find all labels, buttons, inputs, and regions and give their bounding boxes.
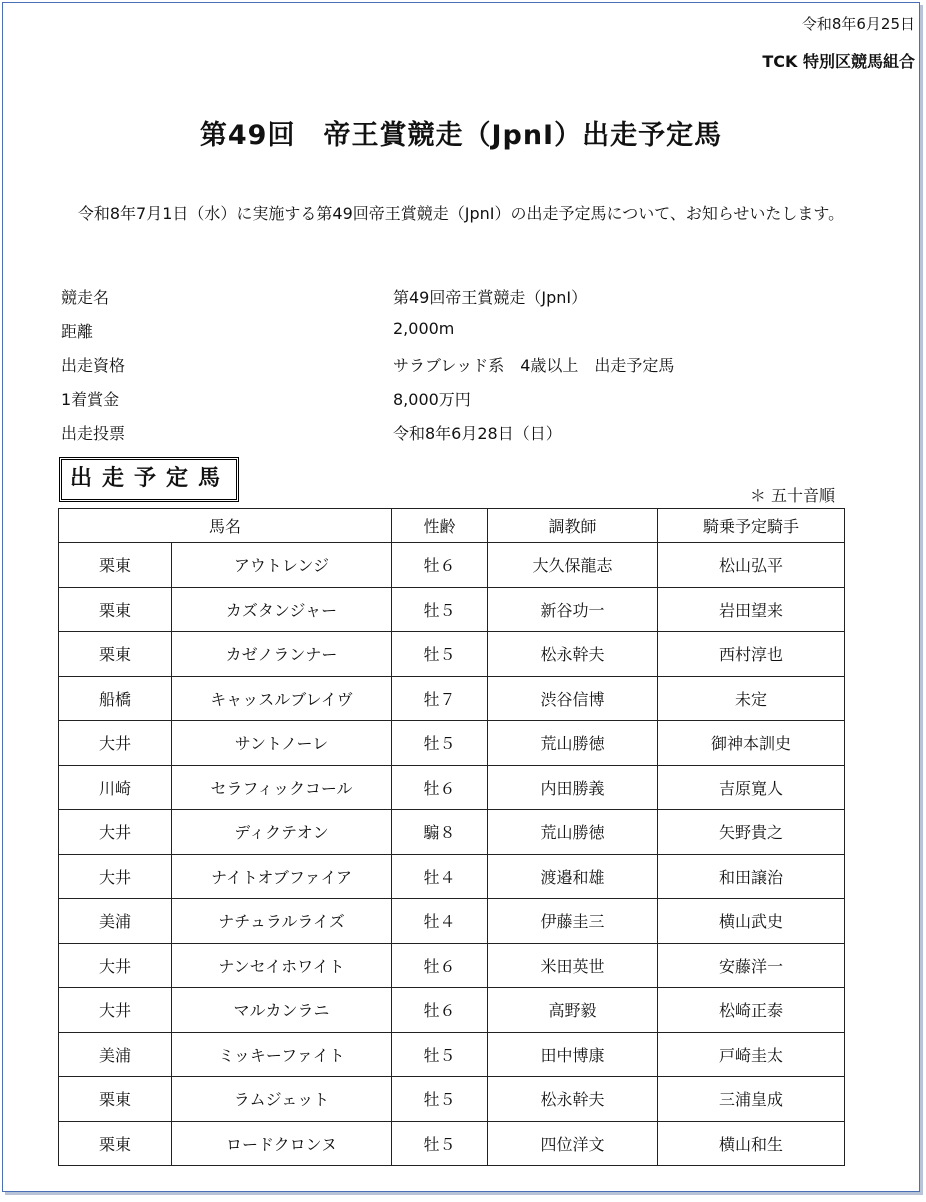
cell-trainer: 荒山勝徳 (488, 810, 658, 855)
info-value: サラブレッド系 4歳以上 出走予定馬 (393, 356, 675, 375)
cell-horse: ミッキーファイト (172, 1032, 392, 1077)
cell-region: 美浦 (59, 899, 172, 944)
cell-trainer: 田中博康 (488, 1032, 658, 1077)
table-row (59, 1032, 845, 1077)
cell-region: 大井 (59, 810, 172, 855)
table-row (59, 988, 845, 1033)
cell-jockey: 戸崎圭太 (658, 1032, 845, 1077)
entries-table (58, 508, 845, 1166)
cell-region: 美浦 (59, 1032, 172, 1077)
cell-sex-age: 牡５ (392, 1032, 488, 1077)
cell-region: 栗東 (59, 587, 172, 632)
cell-horse: マルカンラニ (172, 988, 392, 1033)
info-label: 競走名 (61, 288, 110, 307)
table-row (59, 1077, 845, 1122)
cell-horse: ナチュラルライズ (172, 899, 392, 944)
cell-region: 大井 (59, 721, 172, 766)
cell-sex-age: 牡５ (392, 1077, 488, 1122)
cell-sex-age: 牡６ (392, 543, 488, 588)
cell-trainer: 新谷功一 (488, 587, 658, 632)
cell-region: 大井 (59, 988, 172, 1033)
table-header-row (59, 509, 845, 543)
cell-jockey: 松崎正泰 (658, 988, 845, 1033)
cell-sex-age: 牡５ (392, 587, 488, 632)
cell-sex-age: 牡４ (392, 899, 488, 944)
cell-jockey: 三浦皇成 (658, 1077, 845, 1122)
info-label: 出走資格 (61, 356, 126, 375)
cell-jockey: 岩田望来 (658, 587, 845, 632)
table-row (59, 765, 845, 810)
cell-jockey: 横山武史 (658, 899, 845, 944)
cell-sex-age: 牡４ (392, 854, 488, 899)
cell-jockey: 西村淳也 (658, 632, 845, 677)
cell-sex-age: 牡７ (392, 676, 488, 721)
cell-horse: ディクテオン (172, 810, 392, 855)
cell-sex-age: 牡６ (392, 943, 488, 988)
cell-trainer: 伊藤圭三 (488, 899, 658, 944)
cell-trainer: 内田勝義 (488, 765, 658, 810)
cell-horse: キャッスルブレイヴ (172, 676, 392, 721)
cell-jockey: 安藤洋一 (658, 943, 845, 988)
sort-note: ＊ 五十音順 (749, 486, 835, 505)
cell-trainer: 松永幹夫 (488, 632, 658, 677)
cell-horse: カゼノランナー (172, 632, 392, 677)
cell-jockey: 横山和生 (658, 1121, 845, 1166)
cell-trainer: 渋谷信博 (488, 676, 658, 721)
cell-region: 大井 (59, 854, 172, 899)
info-value: 第49回帝王賞競走（JpnⅠ） (393, 288, 588, 307)
cell-trainer: 高野毅 (488, 988, 658, 1033)
cell-trainer: 四位洋文 (488, 1121, 658, 1166)
info-value: 8,000万円 (393, 390, 471, 409)
intro-text: 令和8年7月1日（水）に実施する第49回帝王賞競走（JpnⅠ）の出走予定馬について、お知らせいたします。 (77, 204, 845, 223)
cell-jockey: 吉原寛人 (658, 765, 845, 810)
cell-region: 栗東 (59, 632, 172, 677)
info-label: 1着賞金 (61, 390, 120, 409)
cell-horse: ナンセイホワイト (172, 943, 392, 988)
cell-sex-age: 騸８ (392, 810, 488, 855)
cell-horse: アウトレンジ (172, 543, 392, 588)
info-label: 距離 (61, 322, 94, 341)
table-row (59, 899, 845, 944)
cell-region: 栗東 (59, 1121, 172, 1166)
table-row (59, 943, 845, 988)
cell-sex-age: 牡６ (392, 765, 488, 810)
cell-region: 大井 (59, 943, 172, 988)
cell-region: 船橋 (59, 676, 172, 721)
cell-region: 栗東 (59, 1077, 172, 1122)
cell-jockey: 御神本訓史 (658, 721, 845, 766)
table-row (59, 676, 845, 721)
cell-jockey: 未定 (658, 676, 845, 721)
cell-horse: ナイトオブファイア (172, 854, 392, 899)
cell-trainer: 荒山勝徳 (488, 721, 658, 766)
cell-sex-age: 牡５ (392, 632, 488, 677)
cell-jockey: 松山弘平 (658, 543, 845, 588)
table-row (59, 543, 845, 588)
table-row (59, 854, 845, 899)
section-title: 出走予定馬 (59, 457, 239, 502)
table-row (59, 1121, 845, 1166)
cell-sex-age: 牡６ (392, 988, 488, 1033)
cell-region: 川崎 (59, 765, 172, 810)
cell-trainer: 米田英世 (488, 943, 658, 988)
info-label: 出走投票 (61, 424, 126, 443)
header-horse-name: 馬名 (59, 509, 392, 543)
cell-sex-age: 牡５ (392, 721, 488, 766)
cell-horse: カズタンジャー (172, 587, 392, 632)
cell-trainer: 松永幹夫 (488, 1077, 658, 1122)
header-jockey: 騎乗予定騎手 (658, 509, 845, 543)
cell-horse: サントノーレ (172, 721, 392, 766)
table-row (59, 632, 845, 677)
cell-sex-age: 牡５ (392, 1121, 488, 1166)
cell-jockey: 和田譲治 (658, 854, 845, 899)
cell-region: 栗東 (59, 543, 172, 588)
cell-jockey: 矢野貴之 (658, 810, 845, 855)
cell-trainer: 渡邉和雄 (488, 854, 658, 899)
cell-horse: ラムジェット (172, 1077, 392, 1122)
header-sex-age: 性齢 (392, 509, 488, 543)
organization-name: TCK 特別区競馬組合 (762, 52, 915, 71)
cell-horse: セラフィックコール (172, 765, 392, 810)
header-trainer: 調教師 (488, 509, 658, 543)
table-row (59, 721, 845, 766)
document-page (2, 2, 920, 1192)
table-row (59, 587, 845, 632)
cell-horse: ロードクロンヌ (172, 1121, 392, 1166)
cell-trainer: 大久保龍志 (488, 543, 658, 588)
info-value: 2,000m (393, 319, 455, 338)
info-value: 令和8年6月28日（日） (393, 424, 562, 443)
issue-date: 令和8年6月25日 (801, 15, 915, 33)
page-title: 第49回 帝王賞競走（JpnⅠ）出走予定馬 (199, 120, 723, 151)
table-row (59, 810, 845, 855)
